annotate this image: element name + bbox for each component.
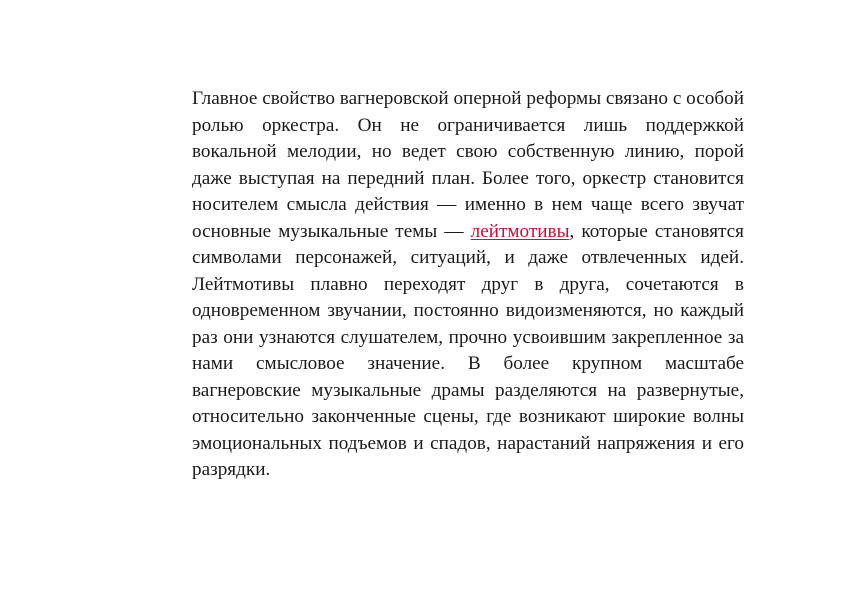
paragraph-text-before-link: Главное свойство вагнеровской оперной реформы связано с особой ролью оркестра. Он не ограничивается лишь поддержкой вокальной мелодии, но ведет свою собственную линию, порой даже выступая на передний план. Более того, оркестр становится носителем смысла действия — именно в нем чаще всего звучат основные музыкальные темы — (192, 88, 744, 242)
paragraph-text-after-link: , которые становятся символами персонажей, ситуаций, и даже отвлеченных идей. Лейтмотивы плавно переходят друг в друга, сочетаются в одновременном звучании, постоянно видоизменяются, но каждый раз они узнаются слушателем, прочно усвоившим закрепленное за нами смысловое значение. В более крупном масштабе вагнеровские музыкальные драмы разделяются на развернутые, относительно законченные сцены, где возникают широкие волны эмоциональных подъемов и спадов, нарастаний напряжения и его разрядки. (192, 220, 745, 480)
leitmotif-link[interactable]: лейтмотивы (470, 220, 570, 242)
body-paragraph (192, 86, 744, 484)
